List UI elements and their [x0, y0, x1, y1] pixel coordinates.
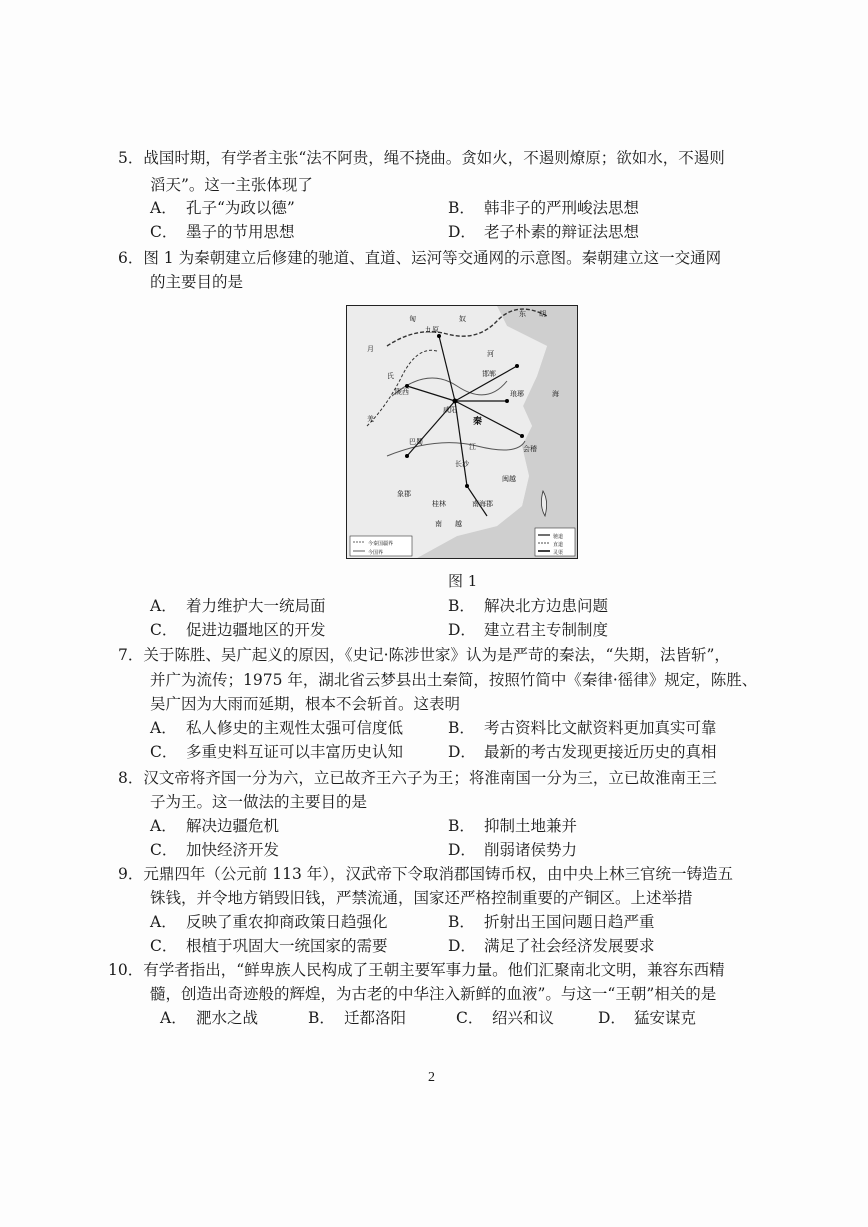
q8-option-d: D． 削弱诸侯势力 [448, 841, 578, 859]
map-label-hu: 胡 [539, 310, 546, 318]
q5-stem-line2: 滔天”。这一主张体现了 [150, 176, 313, 194]
map-label-minyue: 闽越 [502, 475, 516, 483]
q9-stem-line2: 铢钱，并令地方销毁旧钱，严禁流通，国家还严格控制重要的产铜区。上述举措 [150, 889, 693, 907]
q7-option-c: C． 多重史料互证可以丰富历史认知 [150, 743, 404, 761]
q7-option-d: D． 最新的考古发现更接近历史的真相 [448, 743, 717, 761]
q10-option-a: A． 淝水之战 [160, 1009, 259, 1027]
figure-caption: 图 1 [448, 572, 478, 590]
q9-option-c: C． 根植于巩固大一统国家的需要 [150, 937, 388, 955]
q5-option-c: C． 墨子的节用思想 [150, 223, 295, 241]
q10-stem-line2: 髓，创造出奇迹般的辉煌，为古老的中华注入新鲜的血液”。与这一“王朝”相关的是 [150, 985, 717, 1003]
map-label-bashu: 巴蜀 [409, 438, 423, 446]
q9-option-b: B． 折射出王国问题日趋严重 [448, 913, 655, 931]
q7-stem-line3: 吴广因为大雨而延期，根本不会斩首。这表明 [150, 695, 461, 713]
map-label-he: 河 [487, 350, 494, 358]
map-label-xianyang: 咸阳 [443, 406, 457, 414]
map-label-guilin: 桂林 [432, 500, 446, 508]
map-label-jiang: 江 [469, 443, 476, 451]
q6-stem-line2: 的主要目的是 [150, 273, 244, 291]
q9-option-d: D． 满足了社会经济发展要求 [448, 937, 655, 955]
legend-right-2: 直道 [553, 542, 564, 548]
q10-option-c: C． 绍兴和议 [456, 1009, 555, 1027]
map-label-nan: 南 [435, 520, 442, 528]
qin-transport-map [346, 305, 578, 559]
legend-right-3: 灵渠 [553, 550, 564, 556]
map-label-nanhaijun: 南海郡 [472, 500, 493, 508]
map-label-kuaiji: 会稽 [523, 445, 537, 453]
q5-stem-line1: 5．战国时期，有学者主张“法不阿贵，绳不挠曲。贪如火，不遏则燎原；欲如水，不遏则 [118, 149, 725, 167]
q5-option-d: D． 老子朴素的辩证法思想 [448, 223, 640, 241]
map-label-shi: 氏 [387, 372, 394, 380]
q9-option-a: A． 反映了重农抑商政策日趋强化 [150, 913, 388, 931]
q9-stem-line1: 9．元鼎四年（公元前 113 年），汉武帝下令取消郡国铸币权，由中央上林三官统一铸造五 [118, 865, 734, 883]
q5-option-b: B． 韩非子的严刑峻法思想 [448, 199, 640, 217]
q7-option-b: B． 考古资料比文献资料更加真实可靠 [448, 719, 717, 737]
map-label-jiuyuan: 九原 [425, 326, 439, 334]
q5-option-a: A． 孔子“为政以德” [150, 199, 295, 217]
q10-stem-line1: 10．有学者指出，“鲜卑族人民构成了王朝主要军事力量。他们汇聚南北文明，兼容东西精 [108, 961, 725, 979]
q8-option-c: C． 加快经济开发 [150, 841, 280, 859]
q6-option-b: B． 解决北方边患问题 [448, 597, 609, 615]
map-label-xiong: 匈 [409, 315, 416, 323]
map-label-dong: 东 [519, 310, 526, 318]
map-label-changsha: 长沙 [455, 460, 469, 468]
q6-option-a: A． 着力维护大一统局面 [150, 597, 326, 615]
legend-left-2: 今国界 [368, 550, 384, 556]
map-label-hai: 海 [552, 390, 559, 398]
map-label-xiangjun: 象郡 [397, 490, 411, 498]
q7-stem-line1: 7．关于陈胜、吴广起义的原因，《史记·陈涉世家》认为是严苛的秦法，“失期，法皆斩”， [118, 646, 730, 664]
q6-option-d: D． 建立君主专制制度 [448, 621, 609, 639]
q8-option-a: A． 解决边疆危机 [150, 817, 280, 835]
q7-stem-line2: 并广为流传；1975 年，湖北省云梦县出土秦简，按照竹简中《秦律·徭律》规定，陈胜、 [150, 671, 758, 689]
map-label-yue: 月 [367, 345, 374, 353]
legend-right-1: 驰道 [553, 534, 564, 540]
map-label-qin: 秦 [473, 417, 483, 427]
map-label-longxi: 陇西 [395, 388, 409, 396]
q8-option-b: B． 抑制土地兼并 [448, 817, 578, 835]
page-number: 2 [428, 1070, 435, 1085]
q8-stem-line1: 8．汉文帝将齐国一分为六，立已故齐王六子为王；将淮南国一分为三，立已故淮南王三 [118, 769, 717, 787]
map-label-nu: 奴 [459, 315, 466, 323]
map-label-langya: 琅琊 [510, 390, 524, 398]
q10-option-d: D． 猛安谋克 [598, 1009, 697, 1027]
q6-stem-line1: 6．图 1 为秦朝建立后修建的驰道、直道、运河等交通网的示意图。秦朝建立这一交通网 [118, 249, 722, 267]
map-label-qiang: 羌 [367, 415, 374, 423]
legend-left-1: 今秦国疆界 [368, 541, 394, 547]
map-label-handan: 邯郸 [482, 370, 496, 378]
q10-option-b: B． 迁都洛阳 [308, 1009, 407, 1027]
q8-stem-line2: 子为王。这一做法的主要目的是 [150, 793, 368, 811]
q6-option-c: C． 促进边疆地区的开发 [150, 621, 326, 639]
map-label-yue2: 越 [455, 520, 462, 528]
q7-option-a: A． 私人修史的主观性太强可信度低 [150, 719, 404, 737]
